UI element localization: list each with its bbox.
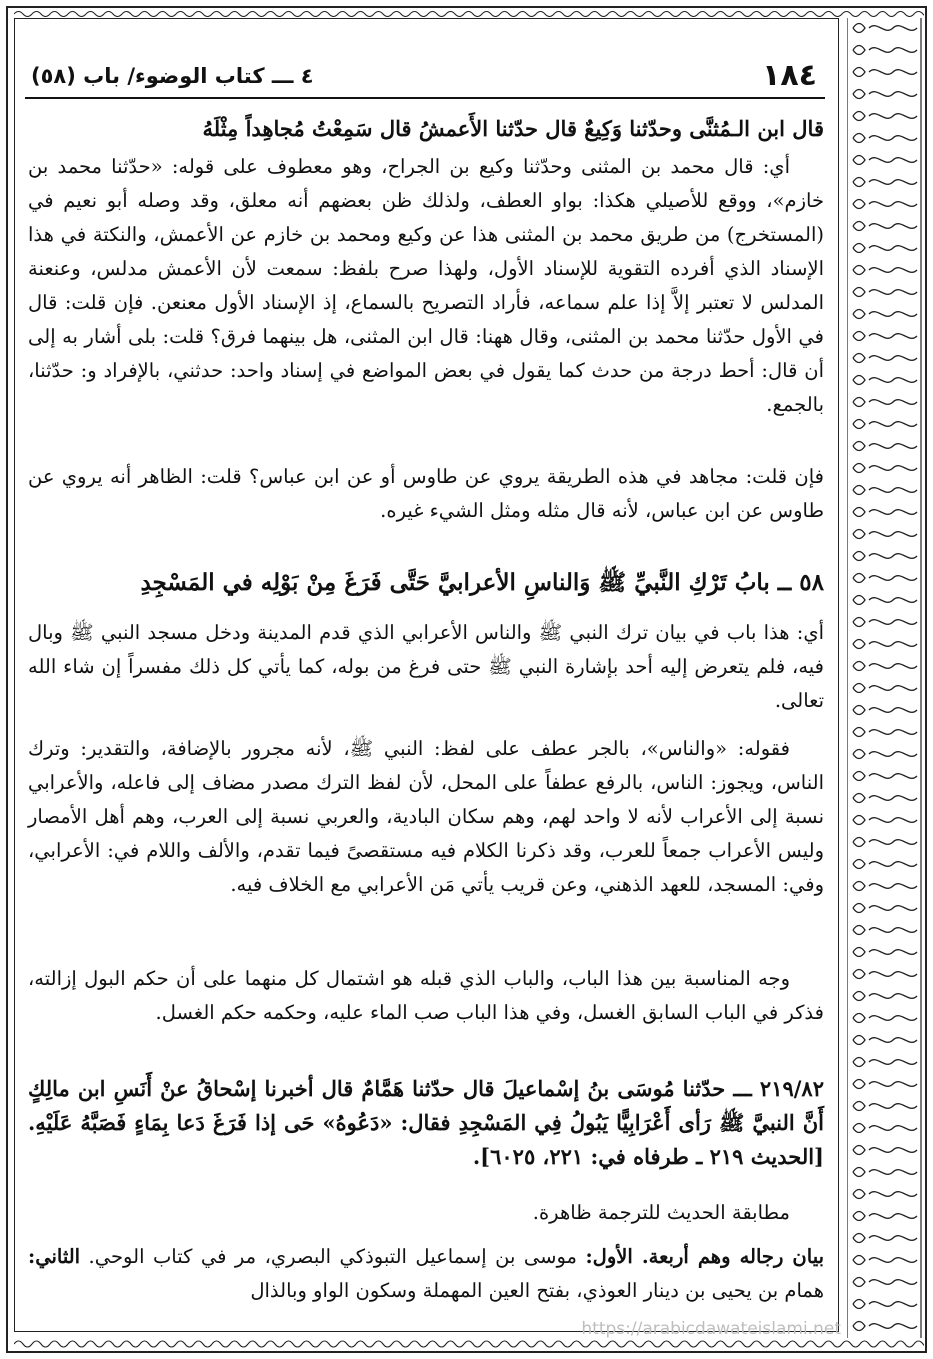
ornament-motif	[194, 12, 212, 17]
ornament-motif	[662, 12, 680, 17]
narrator-2: همام بن يحيى بن دينار العوذي، بفتح العين المهملة وسكون الواو وبالذال	[250, 1279, 824, 1302]
ornament-motif	[853, 838, 917, 847]
ornament-motif	[176, 12, 194, 17]
ornamental-border-bottom	[14, 1337, 924, 1351]
running-title: ٤ ـــ كتاب الوضوء/ باب (٥٨)	[31, 64, 314, 88]
ornament-motif	[248, 1341, 266, 1347]
narrator-1: موسى بن إسماعيل التبوذكي البصري، مر في كتاب الوحي.	[80, 1245, 586, 1268]
ornament-motif	[853, 90, 917, 99]
ornament-motif	[572, 12, 590, 17]
ornament-motif	[896, 12, 914, 17]
ornament-motif	[716, 1341, 734, 1347]
ornament-motif	[518, 1341, 536, 1347]
ornament-motif	[464, 1341, 482, 1347]
ornament-motif	[853, 1256, 917, 1265]
ornament-motif	[853, 134, 917, 143]
ornament-motif	[572, 1341, 590, 1347]
ornament-motif	[554, 12, 572, 17]
chapter-explanation	[28, 616, 824, 718]
ornament-motif	[626, 12, 644, 17]
ornament-motif	[806, 12, 824, 17]
ornament-motif	[853, 904, 917, 913]
watermark-url: https://arabicdawateislami.net	[581, 1319, 841, 1339]
ornament-motif	[68, 1341, 86, 1347]
ornament-motif	[482, 12, 500, 17]
ornament-motif	[770, 12, 788, 17]
ornament-motif	[853, 1278, 917, 1287]
ornament-motif	[853, 794, 917, 803]
ornament-motif	[853, 1322, 917, 1331]
hadith-219	[28, 1072, 824, 1174]
ornament-motif	[536, 1341, 554, 1347]
ornament-motif	[853, 728, 917, 737]
ornament-motif	[50, 1341, 68, 1347]
commentary-text: فقوله: «والناس»، بالجر عطف على لفظ: النبي ﷺ، لأنه مجرور بالإضافة، والتقدير: وترك الناس، ويجوز: الناس، بالرفع عطفاً على المحل، لأن لفظ الترك مصدر مضاف إلى فاعله، والأعرابي نسبة إلى الأعراب لأنه لا واحد لهم، وهم سكان البادية، والعربي نسبة إلى العرب، وهم أهل الأمصار وليس الأعراب جمعاً للعرب، وقد ذكرنا الكلام فيه مستقصىً فيما تقدم، والألف واللام في: الأعرابي، وفي: المسجد، للعهد الذهني، وعن قريب يأتي مَن الأعرابي مع الخلاف فيه.	[28, 737, 824, 896]
ornament-motif	[824, 1341, 842, 1347]
ornament-motif	[374, 1341, 392, 1347]
ornament-motif	[338, 12, 356, 17]
hadith-continuation	[28, 112, 824, 146]
ornament-motif	[853, 398, 917, 407]
page-number: ١٨٤	[762, 58, 817, 93]
ornament-motif	[853, 1300, 917, 1309]
ornament-motif	[428, 12, 446, 17]
ornament-motif	[853, 948, 917, 957]
ornament-motif	[853, 706, 917, 715]
ornament-motif	[266, 12, 284, 17]
ornament-motif	[284, 12, 302, 17]
ornament-motif	[158, 1341, 176, 1347]
ornament-motif	[50, 12, 68, 17]
ornament-motif	[853, 442, 917, 451]
ornament-motif	[320, 12, 338, 17]
ornament-motif	[853, 46, 917, 55]
ornament-motif	[266, 1341, 284, 1347]
ornament-motif	[853, 222, 917, 231]
commentary-paragraph-1	[28, 150, 824, 422]
ornament-motif	[500, 12, 518, 17]
ornament-motif	[842, 1341, 860, 1347]
ornament-motif	[356, 1341, 374, 1347]
ornament-motif	[853, 354, 917, 363]
ornament-motif	[410, 12, 428, 17]
ornament-motif	[392, 12, 410, 17]
ornament-motif	[464, 12, 482, 17]
commentary-text: وجه المناسبة بين هذا الباب، والباب الذي قبله هو اشتمال كل منهما على أن حكم البول إزالته، فذكر في الباب السابق الغسل، وفي هذا الباب صب الماء عليه، وحكمه حكم الغسل.	[28, 967, 824, 1024]
ornament-motif	[428, 1341, 446, 1347]
ornament-motif	[853, 882, 917, 891]
chapter-title: ٥٨ ــ بابُ تَرْكِ النَّبيِّ ﷺ وَالناسِ الأعرابيَّ حَتَّى فَرَغَ مِنْ بَوْلِه في المَسْجِدِ	[140, 569, 824, 596]
ornament-motif	[878, 12, 896, 17]
ornament-motif	[853, 1168, 917, 1177]
ornament-motif	[853, 970, 917, 979]
ornament-motif	[853, 156, 917, 165]
ornament-motif	[853, 1146, 917, 1155]
ornament-motif	[698, 1341, 716, 1347]
ornament-motif	[86, 12, 104, 17]
ornament-motif	[320, 1341, 338, 1347]
chapter-heading	[28, 566, 824, 600]
ornament-motif	[853, 244, 917, 253]
ornament-motif	[68, 12, 86, 17]
ornament-motif	[853, 530, 917, 539]
ornament-motif	[853, 750, 917, 759]
ornament-motif	[104, 1341, 122, 1347]
ornament-motif	[853, 992, 917, 1001]
commentary-text: مطابقة الحديث للترجمة ظاهرة.	[532, 1201, 790, 1224]
ornament-motif	[212, 1341, 230, 1347]
ornament-motif	[410, 1341, 428, 1347]
ornament-motif	[680, 12, 698, 17]
ornament-motif	[853, 618, 917, 627]
ornament-motif	[853, 662, 917, 671]
ornament-motif	[853, 332, 917, 341]
ornament-motif	[853, 684, 917, 693]
ornament-motif	[608, 12, 626, 17]
ornament-motif	[644, 1341, 662, 1347]
ornament-motif	[853, 464, 917, 473]
ornament-motif	[122, 1341, 140, 1347]
ornament-motif	[853, 574, 917, 583]
ornament-motif	[608, 1341, 626, 1347]
ornament-motif	[104, 12, 122, 17]
commentary-text: فإن قلت: مجاهد في هذه الطريقة يروي عن طاوس أو عن ابن عباس؟ قلت: الظاهر أنه يروي عن طاوس عن ابن عباس، لأنه قال مثله ومثل الشيء غيره.	[28, 465, 824, 522]
ornament-motif	[853, 552, 917, 561]
ornament-motif	[853, 310, 917, 319]
ornament-motif	[853, 1014, 917, 1023]
ornament-motif	[896, 1341, 914, 1347]
ornament-motif	[626, 1341, 644, 1347]
ornament-motif	[194, 1341, 212, 1347]
ornament-motif	[248, 12, 266, 17]
ornament-motif	[662, 1341, 680, 1347]
page-header	[25, 58, 825, 98]
ornament-motif	[590, 12, 608, 17]
matn-line: قال ابن الـمُثنَّى وحدّثنا وَكِيعٌ قال حدّثنا الأَعمشُ قال سَمِعْتُ مُجاهِداً مِثْلَهُ	[202, 116, 824, 141]
ornament-motif	[158, 12, 176, 17]
narrator-2-label: الثاني:	[28, 1245, 81, 1268]
ornament-motif	[374, 12, 392, 17]
ornament-motif	[392, 1341, 410, 1347]
header-divider	[25, 97, 825, 99]
ornament-motif	[853, 376, 917, 385]
ornament-motif	[752, 12, 770, 17]
ornament-motif	[853, 926, 917, 935]
ornamental-border-top	[14, 8, 924, 20]
ornament-motif	[853, 860, 917, 869]
ornament-motif	[446, 12, 464, 17]
ornament-motif	[482, 1341, 500, 1347]
ornament-motif	[853, 266, 917, 275]
ornament-motif	[853, 288, 917, 297]
ornament-motif	[853, 178, 917, 187]
ornament-motif	[140, 1341, 158, 1347]
ornament-motif	[853, 1102, 917, 1111]
relevance-note	[28, 962, 824, 1030]
narrators-heading: بيان رجاله وهم أربعة. الأول:	[585, 1245, 825, 1268]
ornament-motif	[14, 1341, 32, 1347]
hadith-text: ٢١٩/٨٢ ـــ حدّثنا مُوسَى بنُ إسْماعيلَ قال حدّثنا هَمَّامٌ قال أخبرنا إسْحاقُ عنْ أَنَسِ ابن مالِكٍ أَنَّ النبيَّ ﷺ رَأى أَعْرَابِيًّا يَبُولُ فِي المَسْجِدِ فقال: «دَعُوهُ» حَى إذا فَرَغَ دَعا بِمَاءٍ فَصَبَّهُ عَلَيْهِ. [الحديث ٢١٩ ـ طرفاه في: ٢٢١، ٦٠٢٥].	[28, 1076, 824, 1169]
ornament-motif	[680, 1341, 698, 1347]
ornament-motif	[590, 1341, 608, 1347]
ornament-motif	[878, 1341, 896, 1347]
ornament-motif	[853, 1234, 917, 1243]
ornament-motif	[853, 1212, 917, 1221]
ornament-motif	[536, 12, 554, 17]
ornament-motif	[338, 1341, 356, 1347]
ornament-motif	[32, 1341, 50, 1347]
ornament-motif	[302, 1341, 320, 1347]
ornament-motif	[914, 1341, 924, 1347]
ornament-motif	[140, 12, 158, 17]
ornament-motif	[230, 1341, 248, 1347]
ornament-motif	[32, 12, 50, 17]
ornament-motif	[853, 486, 917, 495]
correspondence-note	[28, 1196, 824, 1230]
ornament-motif	[853, 112, 917, 121]
narrators-section	[28, 1240, 824, 1308]
ornament-motif	[446, 1341, 464, 1347]
ornament-motif	[212, 12, 230, 17]
ornament-motif	[302, 12, 320, 17]
ornament-motif	[860, 1341, 878, 1347]
ornament-motif	[356, 12, 374, 17]
ornament-motif	[176, 1341, 194, 1347]
ornament-motif	[644, 12, 662, 17]
ornament-motif	[788, 1341, 806, 1347]
ornament-motif	[734, 12, 752, 17]
ornament-motif	[853, 420, 917, 429]
narrators-text	[28, 1240, 824, 1308]
ornament-motif	[853, 816, 917, 825]
ornament-motif	[860, 12, 878, 17]
ornament-motif	[853, 24, 917, 33]
ornament-motif	[806, 1341, 824, 1347]
ornament-motif	[518, 12, 536, 17]
ornament-motif	[86, 1341, 104, 1347]
ornament-motif	[853, 1036, 917, 1045]
grammar-note	[28, 732, 824, 902]
ornament-motif	[734, 1341, 752, 1347]
ornament-motif	[853, 596, 917, 605]
ornament-motif	[824, 12, 842, 17]
ornament-motif	[284, 1341, 302, 1347]
commentary-paragraph-2	[28, 460, 824, 528]
commentary-text: أي: هذا باب في بيان ترك النبي ﷺ والناس الأعرابي الذي قدم المدينة ودخل مسجد النبي ﷺ وبال فيه، فلم يتعرض إليه أحد بإشارة النبي ﷺ حتى فرغ من بوله، كما يأتي كل ذلك مفسراً إن شاء الله تعالى.	[28, 621, 824, 712]
ornament-motif	[853, 508, 917, 517]
ornament-motif	[554, 1341, 572, 1347]
ornament-motif	[14, 12, 32, 17]
ornament-motif	[770, 1341, 788, 1347]
ornament-motif	[853, 68, 917, 77]
ornament-motif	[853, 772, 917, 781]
commentary-text: أي: قال محمد بن المثنى وحدّثنا وكيع بن الجراح، وهو معطوف على قوله: «حدّثنا محمد بن خازم»، ووقع للأصيلي هكذا: بواو العطف، ولذلك ظن بعضهم أنه معلق، وقد وصله أبو نعيم في (المستخرج) من طريق محمد بن المثنى هذا عن وكيع ومحمد بن خازم عن الأعمش، والنكتة في هذا الإسناد الذي أفرده التقوية للإسناد الأول، ولهذا صرح بلفظ: سمعت لأن الأعمش مدلس، وعنعنة المدلس لا تعتبر إلاَّ إذا علم سماعه، فأراد التصريح بالسماع، إذ الإسناد الأول معنعن. فإن قلت: قال في الأول حدّثنا محمد بن المثنى، وقال ههنا: قال ابن المثنى، هل بينهما فرق؟ قلت: بلى أشار به إلى أن قال: أحط درجة من حدث كما يقول في بعض المواضع في إسناد واحد: حدثني، بالإفراد و: حدّثنا، بالجمع.	[28, 155, 824, 416]
ornament-motif	[853, 200, 917, 209]
ornament-motif	[230, 12, 248, 17]
ornament-motif	[500, 1341, 518, 1347]
ornament-motif	[853, 1058, 917, 1067]
ornament-motif	[752, 1341, 770, 1347]
ornament-motif	[122, 12, 140, 17]
ornament-motif	[788, 12, 806, 17]
ornament-motif	[842, 12, 860, 17]
ornament-motif	[853, 1080, 917, 1089]
ornament-motif	[716, 12, 734, 17]
ornament-motif	[853, 640, 917, 649]
ornament-motif	[853, 1124, 917, 1133]
ornament-motif	[853, 1190, 917, 1199]
ornament-motif	[914, 12, 924, 17]
ornamental-border-right	[847, 18, 927, 1338]
ornament-motif	[698, 12, 716, 17]
